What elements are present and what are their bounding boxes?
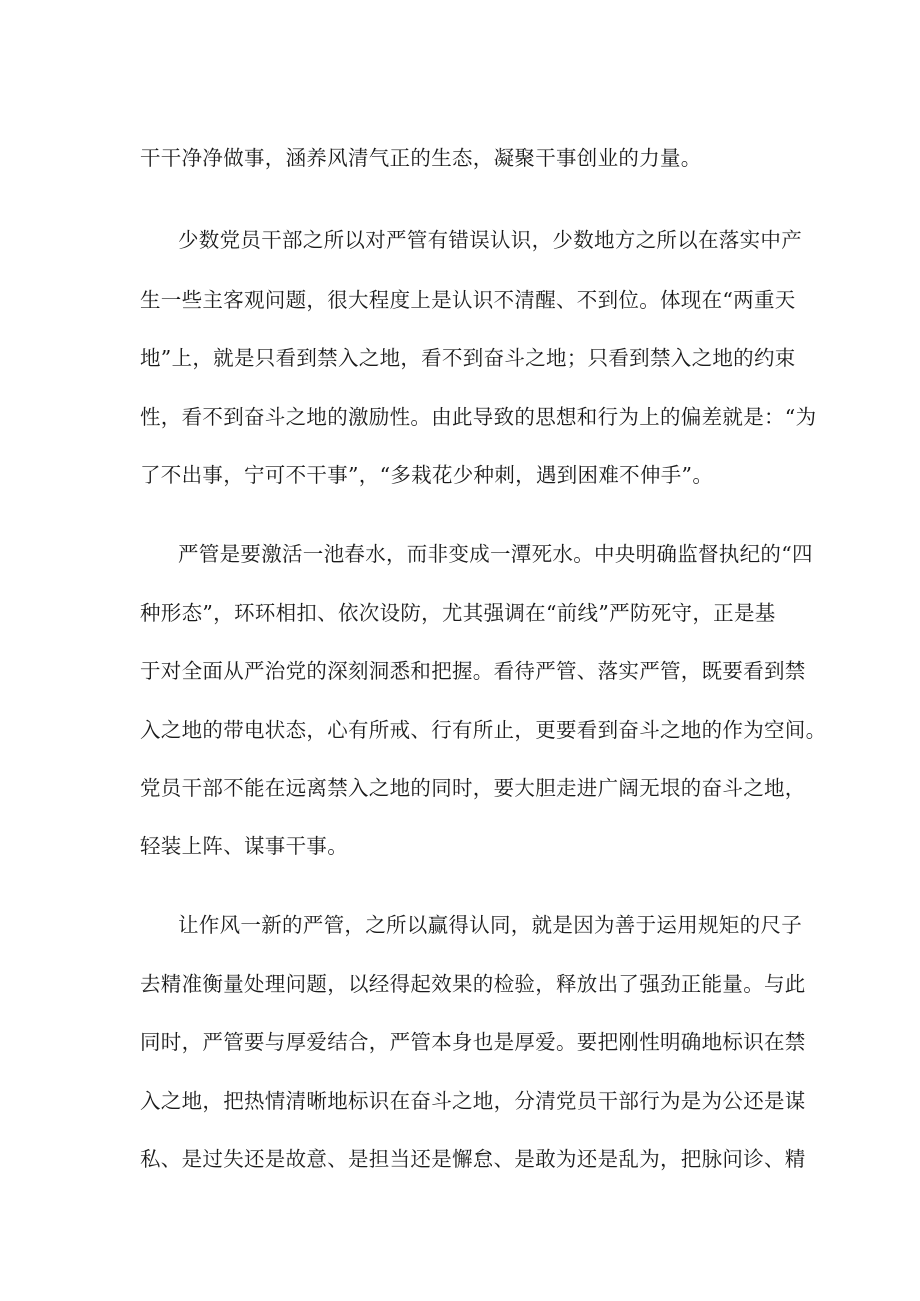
paragraph-2-line-4: 性，看不到奋斗之地的激励性。由此导致的思想和行为上的偏差就是：“为: [140, 405, 817, 429]
paragraph-4-line-4: 入之地，把热情清晰地标识在奋斗之地，分清党员干部行为是为公还是谋: [140, 1089, 806, 1113]
paragraph-4-line-5: 私、是过失还是故意、是担当还是懈怠、是敢为还是乱为，把脉问诊、精: [140, 1147, 806, 1171]
paragraph-4-line-2: 去精准衡量处理问题，以经得起效果的检验，释放出了强劲正能量。与此: [140, 972, 806, 996]
paragraph-3-line-6: 轻装上阵、谋事干事。: [140, 834, 348, 858]
paragraph-4-line-1: 让作风一新的严管，之所以赢得认同，就是因为善于运用规矩的尺子: [178, 913, 802, 937]
paragraph-3-line-3: 于对全面从严治党的深刻洞悉和把握。看待严管、落实严管，既要看到禁: [140, 659, 806, 683]
paragraph-4-line-3: 同时，严管要与厚爱结合，严管本身也是厚爱。要把刚性明确地标识在禁: [140, 1030, 806, 1054]
paragraph-2-line-1: 少数党员干部之所以对严管有错误认识，少数地方之所以在落实中产: [178, 228, 802, 252]
paragraph-2-line-5: 了不出事，宁可不干事”，“多栽花少种刺，遇到困难不伸手”。: [140, 463, 714, 487]
paragraph-3-line-2: 种形态”，环环相扣、依次设防，尤其强调在“前线”严防死守，正是基: [140, 601, 776, 625]
paragraph-2-line-3: 地”上，就是只看到禁入之地，看不到奋斗之地；只看到禁入之地的约束: [140, 346, 796, 370]
paragraph-3-line-4: 入之地的带电状态，心有所戒、行有所止，更要看到奋斗之地的作为空间。: [140, 718, 827, 742]
paragraph-2-line-2: 生一些主客观问题，很大程度上是认识不清醒、不到位。体现在“两重天: [140, 288, 796, 312]
paragraph-1-line-1: 干干净净做事，涵养风清气正的生态，凝聚干事创业的力量。: [140, 146, 702, 170]
paragraph-3-line-5: 党员干部不能在远离禁入之地的同时，要大胆走进广阔无垠的奋斗之地，: [140, 776, 806, 800]
paragraph-3-line-1: 严管是要激活一池春水，而非变成一潭死水。中央明确监督执纪的“四: [178, 542, 813, 566]
